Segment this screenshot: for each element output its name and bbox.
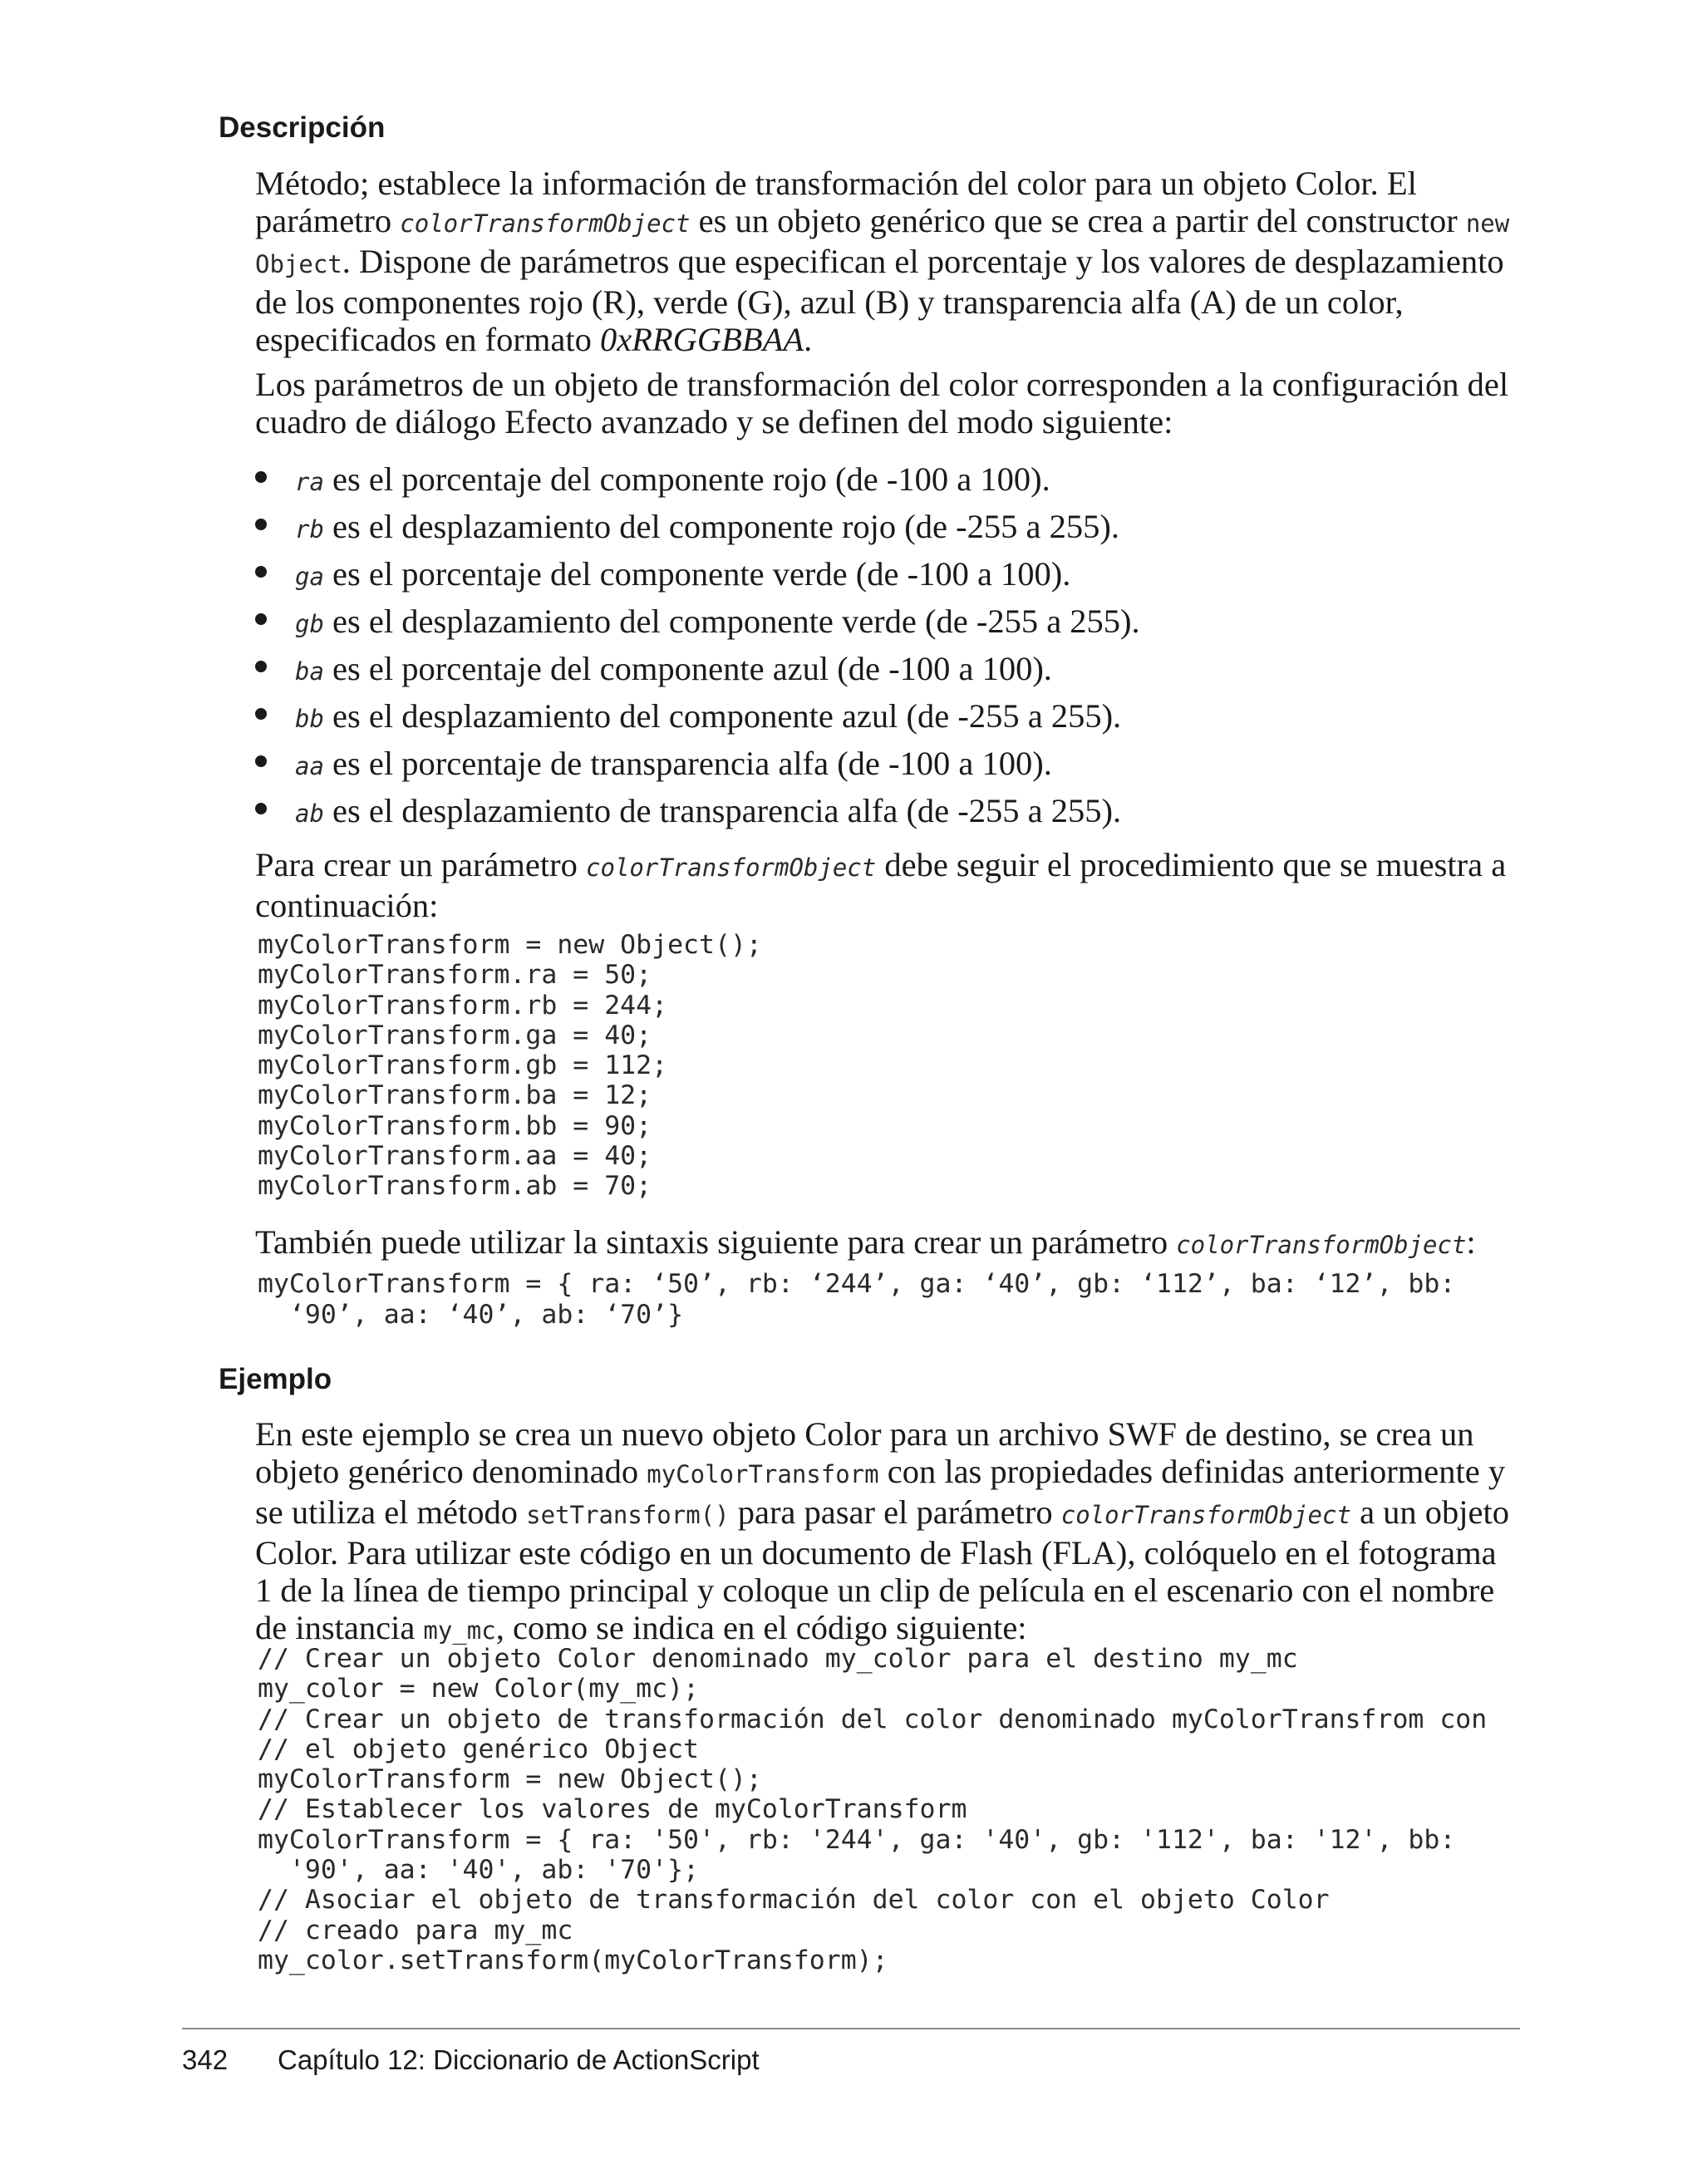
text-run: es un objeto genérico que se crea a partir del constructor bbox=[690, 202, 1466, 239]
code-line: '90', aa: '40', ab: '70'}; bbox=[258, 1855, 700, 1886]
bullet-icon bbox=[255, 471, 267, 483]
code-line: myColorTransform = { ra: '50', rb: '244', ga: '40', gb: '112', ba: '12', bb: bbox=[258, 1824, 1456, 1855]
page-number: 342 bbox=[182, 2044, 229, 2075]
description-paragraph bbox=[255, 165, 1518, 358]
code-line: myColorTransform.gb = 112; bbox=[258, 1050, 668, 1081]
param-code: ra bbox=[295, 468, 324, 496]
code-line: // Crear un objeto Color denominado my_color para el destino my_mc bbox=[258, 1644, 1298, 1674]
code-block-object-literal bbox=[258, 1269, 1455, 1331]
text-run: Para crear un parámetro bbox=[255, 846, 587, 883]
parameter-list bbox=[255, 455, 1518, 834]
code-line: // el objeto genérico Object bbox=[258, 1734, 700, 1764]
text-run: . Dispone de parámetros que especifican el porcentaje y los valores de desplazamiento de los componentes rojo (R), verde (G), azul (B) y transparencia alfa (A) de un color, especificados en formato bbox=[255, 243, 1504, 358]
bullet-icon bbox=[255, 803, 267, 814]
param-code: aa bbox=[295, 752, 324, 780]
inline-code: my_mc bbox=[423, 1616, 496, 1645]
code-line: // creado para my_mc bbox=[258, 1915, 573, 1945]
code-line: myColorTransform.ga = 40; bbox=[258, 1020, 652, 1050]
bullet-icon bbox=[255, 519, 267, 530]
code-line: myColorTransform = new Object(); bbox=[258, 930, 762, 960]
param-code: rb bbox=[295, 515, 324, 544]
param-desc: es el desplazamiento de transparencia alfa (de -255 a 255). bbox=[323, 792, 1122, 829]
param-desc: es el porcentaje de transparencia alfa (de -100 a 100). bbox=[323, 745, 1052, 782]
code-line: my_color = new Color(my_mc); bbox=[258, 1674, 700, 1704]
code-line: myColorTransform = { ra: ‘50’, rb: ‘244’, ga: ‘40’, gb: ‘112’, ba: ‘12’, bb: bbox=[258, 1269, 1456, 1299]
inline-code: colorTransformObject bbox=[1176, 1231, 1467, 1259]
code-line: // Crear un objeto de transformación del color denominado myColorTransfrom con bbox=[258, 1704, 1488, 1734]
alt-syntax-paragraph bbox=[255, 1223, 1518, 1264]
text-run: En este ejemplo se crea un nuevo objeto Color para un archivo SWF de destino, se crea un objeto genérico denominado bbox=[255, 1415, 1474, 1490]
text-run: debe seguir el procedimiento que se muestra a continuación: bbox=[255, 846, 1507, 924]
code-line: my_color.setTransform(myColorTransform); bbox=[258, 1945, 888, 1975]
param-code: ab bbox=[295, 799, 324, 828]
param-code: bb bbox=[295, 705, 324, 733]
section-heading-descripcion: Descripción bbox=[219, 111, 386, 144]
list-item bbox=[255, 692, 1518, 740]
param-code: gb bbox=[295, 610, 324, 638]
list-item bbox=[255, 455, 1518, 503]
code-line: // Establecer los valores de myColorTransform bbox=[258, 1794, 967, 1825]
code-line: myColorTransform.ba = 12; bbox=[258, 1080, 652, 1111]
list-item bbox=[255, 598, 1518, 645]
chapter-title: Capítulo 12: Diccionario de ActionScript bbox=[278, 2044, 760, 2075]
text-run: Método; establece la información de transformación del color para un objeto Color. El parámetro bbox=[255, 165, 1417, 239]
inline-code: myColorTransform bbox=[647, 1460, 879, 1488]
text-run: . bbox=[804, 321, 813, 358]
inline-code: setTransform() bbox=[526, 1501, 730, 1529]
text-run: para pasar el parámetro bbox=[729, 1493, 1061, 1531]
text-run: , como se indica en el código siguiente: bbox=[495, 1609, 1027, 1646]
param-desc: es el desplazamiento del componente azul (de -255 a 255). bbox=[323, 697, 1122, 735]
example-paragraph bbox=[255, 1415, 1518, 1650]
code-line: myColorTransform = new Object(); bbox=[258, 1764, 762, 1795]
param-desc: es el porcentaje del componente azul (de -100 a 100). bbox=[323, 650, 1052, 687]
param-code: ba bbox=[295, 657, 324, 686]
code-block-object-properties bbox=[258, 930, 762, 1202]
param-desc: es el porcentaje del componente rojo (de -100 a 100). bbox=[323, 460, 1050, 498]
italic-format: 0xRRGGBBAA bbox=[599, 321, 804, 358]
param-desc: es el desplazamiento del componente rojo (de -255 a 255). bbox=[323, 508, 1119, 545]
parameters-intro-paragraph: Los parámetros de un objeto de transformación del color corresponden a la configuración del cuadro de diálogo Efecto avanzado y se definen del modo siguiente: bbox=[255, 366, 1509, 440]
code-line: myColorTransform.ab = 70; bbox=[258, 1171, 652, 1202]
section-heading-ejemplo: Ejemplo bbox=[219, 1363, 332, 1395]
text-run: a un objeto Color. Para utilizar este código en un documento de Flash (FLA), colóquelo en el fotograma 1 de la línea de tiempo principal y coloque un clip de película en el escenario con el nombre de instancia bbox=[255, 1493, 1510, 1646]
code-block-example bbox=[258, 1644, 1487, 1975]
code-line: myColorTransform.bb = 90; bbox=[258, 1110, 652, 1141]
procedure-paragraph bbox=[255, 846, 1518, 924]
inline-code: new Object bbox=[255, 209, 1510, 278]
bullet-icon bbox=[255, 613, 267, 625]
list-item bbox=[255, 740, 1518, 787]
bullet-icon bbox=[255, 708, 267, 720]
code-line: myColorTransform.ra = 50; bbox=[258, 960, 652, 991]
code-line: myColorTransform.rb = 244; bbox=[258, 990, 668, 1021]
code-line: ‘90’, aa: ‘40’, ab: ‘70’} bbox=[258, 1300, 684, 1330]
list-item bbox=[255, 645, 1518, 692]
bullet-icon bbox=[255, 661, 267, 672]
list-item bbox=[255, 550, 1518, 598]
list-item bbox=[255, 503, 1518, 550]
code-line: // Asociar el objeto de transformación del color con el objeto Color bbox=[258, 1885, 1330, 1916]
param-desc: es el desplazamiento del componente verde (de -255 a 255). bbox=[323, 603, 1140, 640]
text-run: con las propiedades definidas anteriormente y se utiliza el método bbox=[255, 1453, 1506, 1531]
param-code: ga bbox=[295, 563, 324, 591]
bullet-icon bbox=[255, 566, 267, 578]
text-run: : bbox=[1466, 1223, 1476, 1261]
code-line: myColorTransform.aa = 40; bbox=[258, 1141, 652, 1172]
inline-code: colorTransformObject bbox=[400, 209, 691, 238]
param-desc: es el porcentaje del componente verde (de -100 a 100). bbox=[323, 555, 1071, 593]
footer-divider bbox=[182, 2028, 1520, 2029]
bullet-icon bbox=[255, 755, 267, 767]
inline-code: colorTransformObject bbox=[586, 853, 877, 882]
inline-code: colorTransformObject bbox=[1060, 1501, 1351, 1529]
list-item bbox=[255, 787, 1518, 834]
text-run: También puede utilizar la sintaxis siguiente para crear un parámetro bbox=[255, 1223, 1177, 1261]
